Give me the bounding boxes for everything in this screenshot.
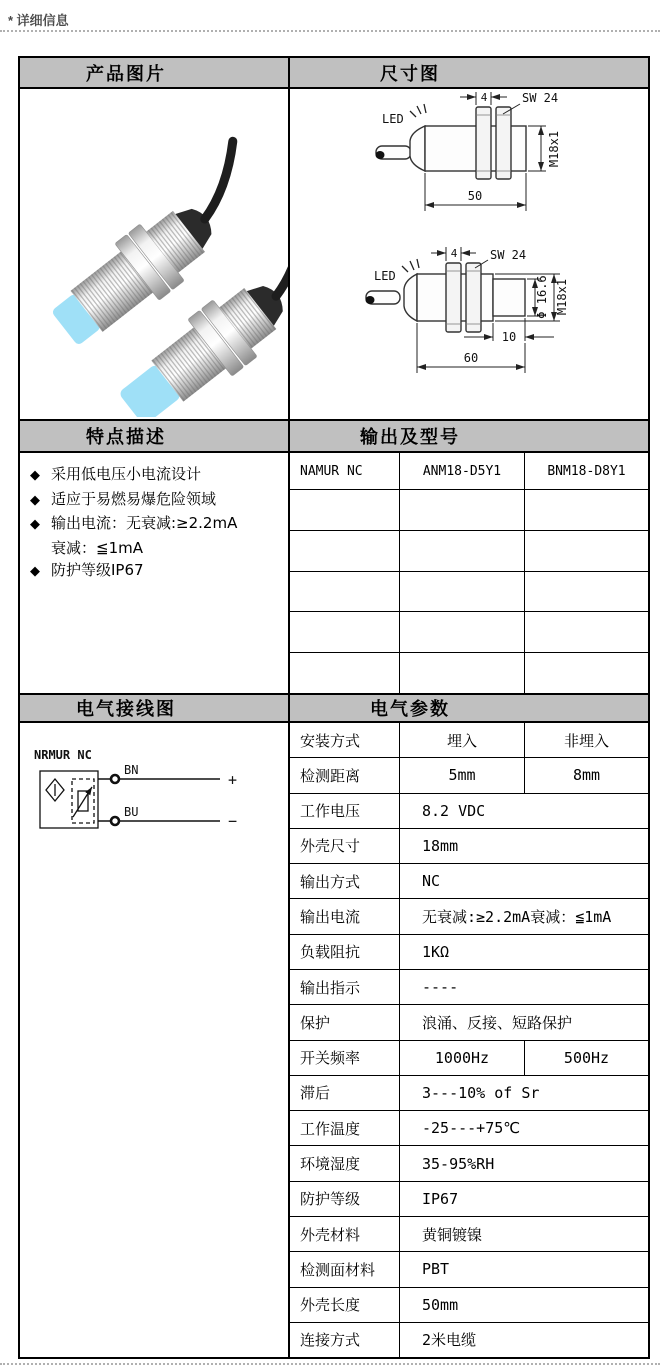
feature-item-continuation: 衰减：≦1mA [51,538,143,557]
param-row [290,1041,648,1076]
dim2-led-label: LED [374,269,396,283]
model-row-empty [290,653,648,693]
diamond-bullet-icon: ◆ [30,492,40,508]
param-label: 环境湿度 [290,1146,400,1180]
param-value: -25---+75℃ [422,1119,521,1138]
dim1-led-label: LED [382,112,404,126]
param-value: 8.2 VDC [422,801,486,820]
param-row [290,1111,648,1146]
wire-bu-label: BU [124,805,139,819]
param-value: IP67 [422,1189,459,1208]
param-label: 外壳材料 [290,1217,400,1251]
param-row [290,1217,648,1252]
minus-terminal-label: − [228,812,238,830]
page-title: * 详细信息 [8,13,69,28]
feature-item [30,463,282,488]
param-label: 负载阻抗 [290,935,400,969]
param-row [290,1146,648,1181]
dim2-wrench-label: SW 24 [490,248,527,262]
wiring-circuit-label: NRMUR NC [34,748,92,762]
diamond-bullet-icon: ◆ [30,468,40,483]
model-row-empty [290,612,648,653]
features-models-row [20,453,648,693]
param-row [290,794,648,829]
dim2-diameter-label: Φ 16.6 [535,275,549,319]
param-row [290,1288,648,1323]
param-label: 输出电流 [290,899,400,933]
wires [98,775,220,825]
feature-text: 输出电流：无衰减:≥2.2mA [51,514,238,532]
param-row [290,864,648,899]
spec-table [18,56,650,1359]
model-output-type: NAMUR NC [290,453,400,489]
param-label: 外壳长度 [290,1288,400,1322]
features-list [20,453,290,693]
wiring-header: 电气接线图 [20,695,290,721]
diamond-bullet-icon: ◆ [30,564,40,579]
param-value: 35-95%RH [422,1154,495,1173]
diamond-bullet-icon: ◆ [30,517,40,532]
feature-item [30,559,282,584]
param-value: 黄铜镀镍 [422,1225,483,1244]
features-header: 特点描述 [20,421,290,451]
param-row [290,723,648,758]
section-header-row-3 [20,693,648,723]
model-row [290,453,648,490]
dim1-length-label: 50 [467,189,483,203]
param-label: 检测距离 [290,758,400,792]
model-row-empty [290,490,648,531]
param-label: 工作温度 [290,1111,400,1145]
model-number: BNM18-D8Y1 [547,463,626,479]
param-row [290,1076,648,1111]
param-label: 开关频率 [290,1041,400,1075]
model-row-empty [290,572,648,613]
param-value: 8mm [572,766,601,785]
feature-text: 采用低电压小电流设计 [51,465,202,483]
wire-bn-label: BN [124,763,139,777]
param-value: 浪涌、反接、短路保护 [422,1013,573,1032]
param-value: 1000Hz [400,1041,525,1075]
model-row-empty [290,531,648,572]
param-value: 无衰减:≥2.2mA衰减：≦1mA [422,908,612,927]
param-row [290,935,648,970]
param-value: 500Hz [563,1048,610,1067]
dim2-length-label: 60 [463,351,479,365]
param-value: 18mm [422,836,459,855]
section-header-row-2 [20,419,648,453]
params-table [290,723,648,1357]
dimension-drawing-svg [290,89,646,419]
feature-item [30,488,282,513]
sensor-symbol [40,771,98,828]
photo-dimension-row [20,89,648,419]
wiring-diagram [20,723,290,1357]
param-value: NC [422,872,441,891]
param-value: 2米电缆 [422,1331,477,1350]
models-header: 输出及型号 [360,427,460,448]
param-row [290,1005,648,1040]
top-separator [0,30,660,32]
param-value: 5mm [400,758,525,792]
param-label: 检测面材料 [290,1252,400,1286]
param-value: 非埋入 [563,731,609,750]
product-photo-image [20,89,288,417]
feature-item [30,512,282,537]
dim1-wrench-label: SW 24 [522,91,559,105]
wiring-params-row [20,723,648,1357]
feature-text: 适应于易燃易爆危险领域 [51,489,217,508]
param-value: 50mm [422,1295,459,1314]
param-label: 外壳尺寸 [290,829,400,863]
param-row [290,758,648,793]
param-label: 安装方式 [290,723,400,757]
plus-terminal-label: + [228,771,238,789]
param-row [290,1323,648,1357]
param-value: 埋入 [400,723,525,757]
param-label: 保护 [290,1005,400,1039]
params-header: 电气参数 [370,699,450,720]
param-row [290,1182,648,1217]
param-label: 滞后 [290,1076,400,1110]
param-row [290,899,648,934]
param-value: 3---10% of Sr [422,1083,540,1102]
bottom-separator [0,1363,660,1365]
models-table [290,453,648,693]
param-value: ---- [422,978,459,997]
dimension-header: 尺寸图 [380,63,440,85]
param-row [290,970,648,1005]
param-value: 1KΩ [422,942,450,961]
product-image-header: 产品图片 [20,58,290,87]
param-label: 连接方式 [290,1323,400,1357]
param-label: 输出指示 [290,970,400,1004]
dim1-nut-width-label: 4 [480,91,488,104]
param-label: 防护等级 [290,1182,400,1216]
wiring-diagram-svg [28,733,268,883]
param-value: PBT [422,1260,450,1279]
dim2-head-length-label: 10 [501,330,517,344]
section-header-row-1 [20,58,648,89]
dim2-thread-label: M18x1 [555,278,569,316]
dimension-drawings [290,89,648,419]
product-photo [20,89,290,419]
param-row [290,829,648,864]
param-label: 输出方式 [290,864,400,898]
model-number: ANM18-D5Y1 [400,453,525,489]
dim1-thread-label: M18x1 [547,130,561,168]
dim2-nut-width-label: 4 [450,247,458,260]
param-label: 工作电压 [290,794,400,828]
feature-text: 防护等级IP67 [51,561,144,579]
param-row [290,1252,648,1287]
